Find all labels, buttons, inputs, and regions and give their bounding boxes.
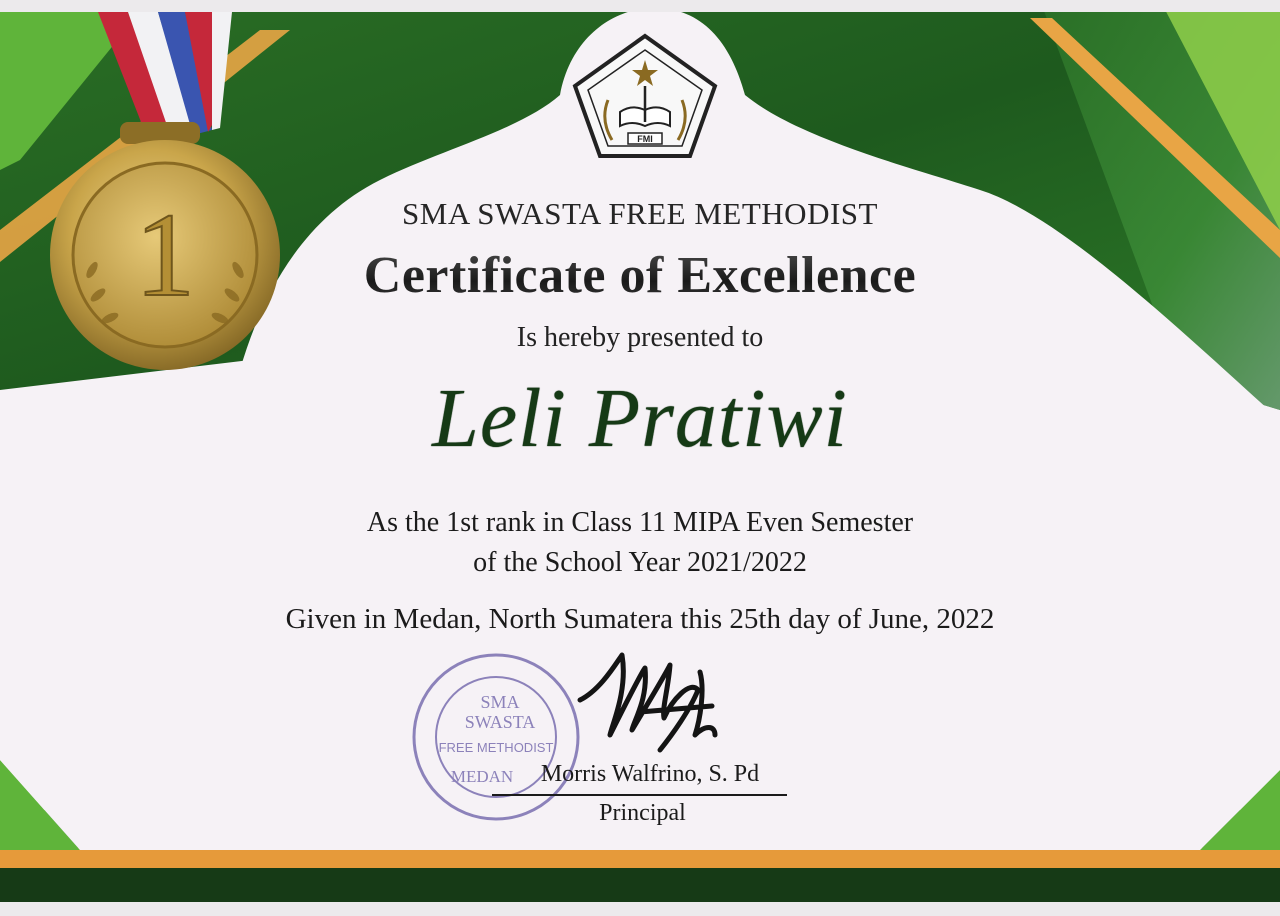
signer-name: Morris Walfrino, S. Pd (540, 761, 760, 787)
bottom-dark-stripe (0, 868, 1280, 902)
logo-abbr: FMI (637, 134, 653, 144)
achievement-line-1: As the 1st rank in Class 11 MIPA Even Semester (366, 507, 914, 538)
signer-title: Principal (599, 800, 686, 826)
stamp-line1: SMA (480, 692, 520, 712)
paper-top-edge (0, 0, 1280, 12)
bottom-orange-stripe (0, 848, 1280, 868)
bottom-paper-edge (0, 902, 1280, 916)
presented-to-text: Is hereby presented to (516, 322, 764, 353)
stamp-line4: MEDAN (450, 767, 514, 786)
signature-line (492, 794, 787, 796)
recipient-name: Leli Pratiwi (432, 372, 848, 465)
achievement-line-2: of the School Year 2021/2022 (473, 547, 807, 578)
stamp-line2: SWASTA (464, 712, 536, 732)
school-name: SMA SWASTA FREE METHODIST (402, 196, 878, 231)
certificate-title: Certificate of Excellence (0, 246, 1280, 305)
stamp-line3: FREE METHODIST (438, 740, 554, 755)
given-date-text: Given in Medan, North Sumatera this 25th day of June, 2022 (285, 603, 995, 635)
